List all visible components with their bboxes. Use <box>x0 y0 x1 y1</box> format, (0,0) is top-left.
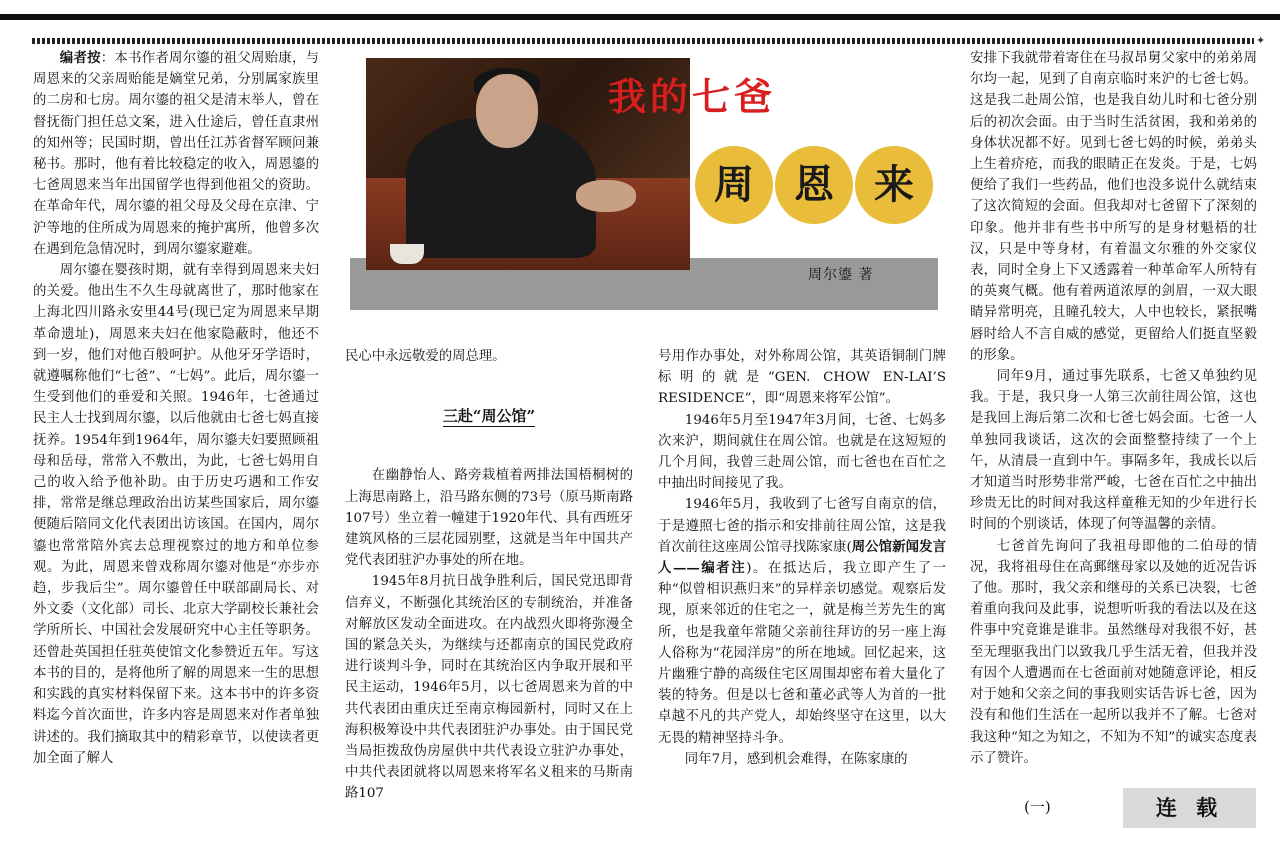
editor-note-label: 编者按 <box>59 50 101 66</box>
col3-para-3: 1946年5月，我收到了七爸写自南京的信，于是遵照七爸的指示和安排前往周公馆，这是我首次前往这座周公馆寻找陈家康(周公馆新闻发言人——编者注)。在抵达后，我立即产生了一种“似曾相识燕归来”的异样亲切感觉。观察后发现，原来邻近的住宅之一，就是梅兰芳先生的寓所，也是我童年常随父亲前往拜访的另一座上海人俗称为“花园洋房”的所在地域。回忆起来，这片幽雅宁静的高级住宅区周围却密布着大量化了装的特务。但是以七爸和董必武等人为首的一批卓越不凡的共产党人，却始终坚守在这里，以大无畏的精神坚持斗争。 <box>658 497 946 746</box>
col2-para-2: 1945年8月抗日战争胜利后，国民党迅即背信弃义，不断强化其统治区的专制统治，并准备对解放区发动全面进攻。在内战烈火即将弥漫全国的紧急关头，为继续与还都南京的国民党政府进行谈判斗争，同时在其统治区内争取开展和平民主运动，1946年5月，以七爸周恩来为首的中共代表团由重庆迁至南京梅园新村，同时又在上海积极筹设中共代表团驻沪办事处。由于国民党当局拒拨敌伪房屋供中共代表设立驻沪办事处，中共代表团就将以周恩来将军名义租来的马斯南路107 <box>345 574 633 802</box>
title-char-2: 恩 <box>775 146 853 224</box>
title-name-circles <box>695 146 935 226</box>
editor-note-text: ：本书作者周尔鎏的祖父周贻康，与周恩来的父亲周贻能是嫡堂兄弟，分别属家族里的二房和七房。周尔鎏的祖父是清末举人，曾在督抚衙门担任总文案，进入仕途后，曾任直隶州的知州等；民国时期，曾出任江苏省督军顾问兼秘书。那时，他有着比较稳定的收入，周恩鎏的七爸周恩来当年出国留学也得到他祖父的资助。在革命年代，周尔鎏的祖父母及父母在京津、宁沪等地的住所成为周恩来的掩护寓所，他曾多次在遇到危急情况时，到周尔鎏家避难。 <box>33 51 319 257</box>
title-block <box>350 58 938 310</box>
title-char-3: 来 <box>855 146 933 224</box>
serial-number: (一) <box>1024 798 1051 816</box>
col4-para-2: 同年9月，通过事先联系，七爸又单独约见我。于是，我只身一人第三次前往周公馆，这也是我回上海后第二次和七爸七妈会面。七爸一人单独同我谈话，这次的会面整整持续了一个上午，从清晨一直到中午。事隔多年，我成长以后才知道当时形势非常严峻，七爸在百忙之中抽出珍贵无比的时间对我这样童稚无知的少年进行长时间的个别谈话，体现了何等温馨的亲情。 <box>970 369 1257 533</box>
author-byline: 周尔鎏 著 <box>808 267 874 283</box>
dotted-rule <box>32 38 1254 44</box>
col4-para-3: 七爸首先询问了我祖母即他的二伯母的情况，我将祖母住在高郵继母家以及她的近况告诉了他。那时，我父亲和继母的关系已决裂，七爸着重向我问及此事，说想听听我的看法以及在这件事中究竟谁是谁非。虽然继母对我很不好，甚至无理驱我出门以致我几乎生活无着，但我并没有因个人遭遇而在七爸面前对她随意评论，相反对于她和父亲之间的事我则实话告诉七爸，因为没有和他们生活在一起所以我并不了解。七爸对我这种“知之为知之，不知为不知”的诚实态度表示了赞许。 <box>970 538 1257 766</box>
title-char-1: 周 <box>695 146 773 224</box>
section-subhead: 三赴“周公馆” <box>442 407 536 426</box>
article-column-4 <box>970 48 1257 788</box>
top-rule <box>0 14 1280 20</box>
serial-badge: 连 载 <box>1123 788 1256 828</box>
col4-para-1: 安排下我就带着寄住在马叔昂舅父家中的弟弟周尔均一起，见到了自南京临时来沪的七爸七妈。这是我二赴周公馆，也是我自幼儿时和七爸分别后的初次会面。由于当时生活贫困，我和弟弟的身体状况都不好。见到七爸七妈的时候，弟弟头上生着疥疮，而我的眼睛正在发炎。于是，七妈便给了我们一些药品，他们也没多说什么就结束了这次简短的会面。但我却对七爸留下了深刻的印象。他并非有些书中所写的是身材魁梧的壮汉，只是中等身材，有着温文尔雅的外交家仪表，同时全身上下又透露着一种革命军人所特有的英爽气概。他有着两道浓厚的剑眉，一双大眼睛异常明亮，且瞳孔较大，人中也较长，紧抿嘴唇时给人不言自威的感觉，更留给人们挺直坚毅的形象。 <box>970 51 1257 363</box>
col3-para-2: 1946年5月至1947年3月间，七爸、七妈多次来沪，期间就住在周公馆。也就是在这短短的几个月间，我曾三赴周公馆，而七爸也在百忙之中抽出时间接见了我。 <box>658 412 946 492</box>
col3-para-4: 同年7月，感到机会难得，在陈家康的 <box>684 751 908 767</box>
editor-note-para2: 周尔鎏在婴孩时期，就有幸得到周恩来夫妇的关爱。他出生不久生母就离世了，那时他家在上海北四川路永安里44号(现已定为周恩来早期革命遗址)，周恩来夫妇在他家隐蔽时，他还不到一岁，他们对他百般呵护。从他牙牙学语时，就遵嘱称他们“七爸”、“七妈”。此后，周尔鎏一生受到他们的垂爱和关照。1946年，七爸通过民主人士找到周尔鎏，以后他就由七爸七妈直接抚养。1954年到1964年，周尔鎏夫妇要照顾祖母和岳母，常常入不敷出，为此，七爸七妈用自己的收入给予他补助。由于历史巧遇和工作安排，常常是继总理政治出访某些国家后，周尔鎏便随后陪同文化代表团出访该国。在国内，周尔鎏也常常陪外宾去总理视察过的地方和单位参观。为此，周恩来曾戏称周尔鎏对他是“亦步亦趋，步我后尘”。周尔鎏曾任中联部副局长、对外文委（文化部）司长、北京大学副校长兼社会学所所长、中国社会发展研究中心主任等职务。还曾赴英国担任驻英使馆文化参赞近五年。写这本书的目的，是将他所了解的周恩来一生的思想和实践的真实材料保留下来。这本书中的许多资料迄今首次面世，许多内容是周恩来对作者单独讲述的。我们摘取其中的精彩章节，以使读者更加全面了解人 <box>33 263 319 766</box>
corner-mark-icon: ✦ <box>1256 34 1266 47</box>
article-column-2 <box>345 346 633 828</box>
editor-note-column <box>33 48 319 828</box>
col3-para-1: 号用作办事处，对外称周公馆，其英语铜制门牌标明的就是“GEN. CHOW EN-LAI’S RESIDENCE”，即“周恩来将军公馆”。 <box>658 349 946 407</box>
col2-para-1: 在幽静怡人、路旁栽植着两排法国梧桐树的上海思南路上，沿马路东侧的73号（原马斯南路107号）坐立着一幢建于1920年代、具有西班牙建筑风格的三层花园别墅，这就是当年中国共产党代表团驻沪办事处的所在地。 <box>345 468 633 569</box>
editor-note <box>33 48 319 260</box>
col2-first-line: 民心中永远敬爱的周总理。 <box>345 349 506 364</box>
article-column-3 <box>658 346 946 828</box>
title-main: 我的七爸 <box>608 75 777 119</box>
editor-annotation: 周公馆新闻发言人——编者注 <box>658 538 946 577</box>
